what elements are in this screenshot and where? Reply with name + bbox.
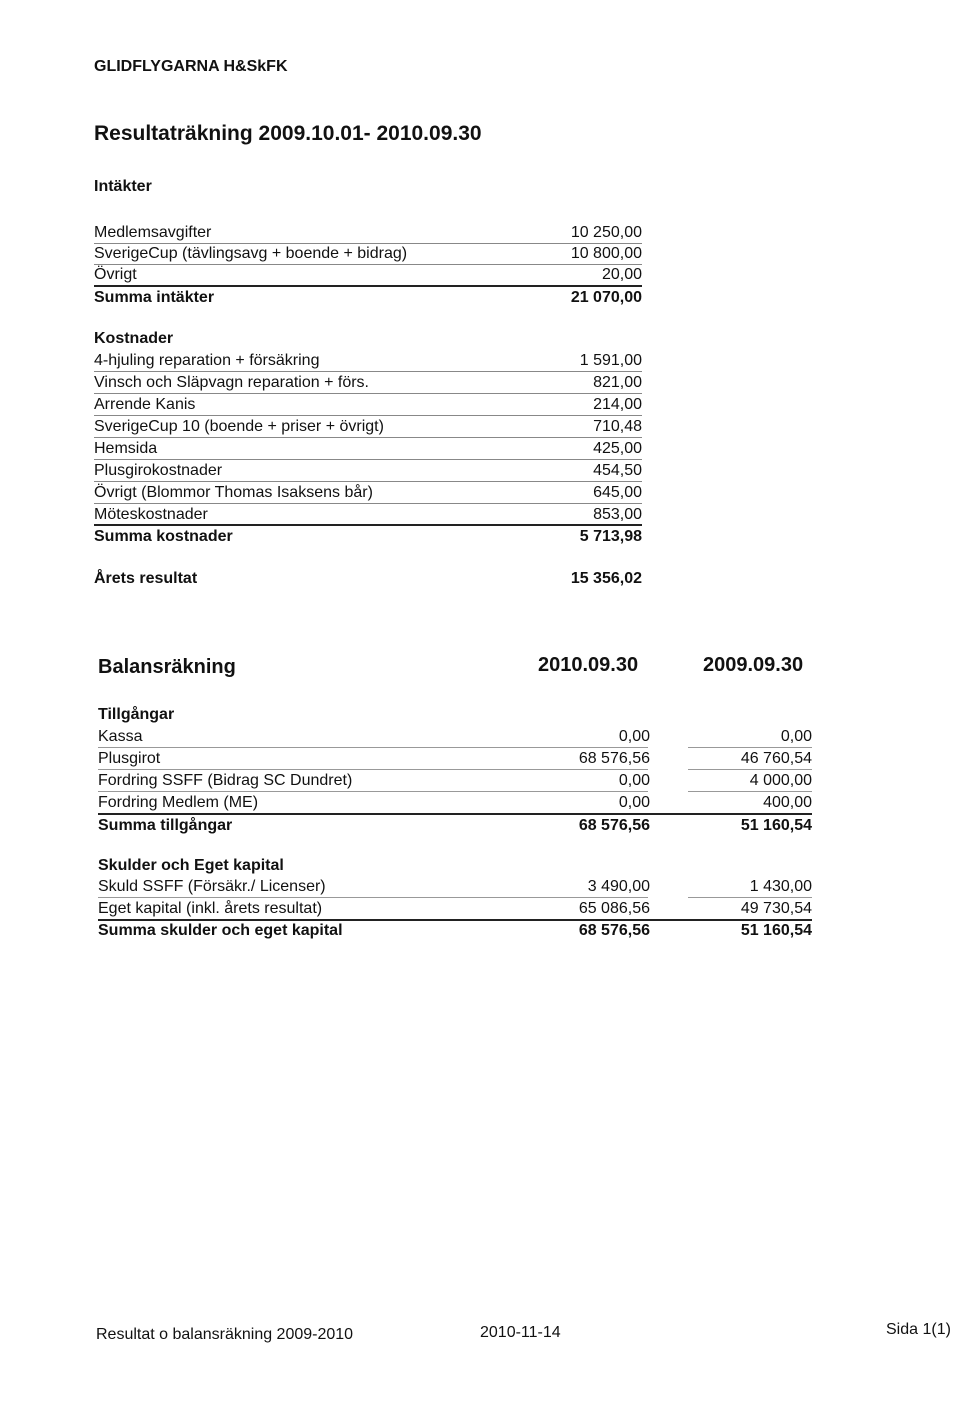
year-result-row <box>94 568 642 589</box>
income-total-row <box>94 287 642 308</box>
page-title: Resultaträkning 2009.10.01- 2010.09.30 <box>94 122 482 145</box>
footer-document-name: Resultat o balansräkning 2009-2010 <box>96 1326 354 1343</box>
balance-heading: Balansräkning <box>98 656 236 678</box>
costs-total-row <box>94 526 642 547</box>
income-row-label: SverigeCup (tävlingsavg + boende + bidrag) <box>94 245 408 262</box>
income-heading: Intäkter <box>94 178 152 195</box>
asset-row-value-2009: 400,00 <box>763 794 812 811</box>
year-result-value: 15 356,02 <box>570 570 642 587</box>
cost-row-value: 1 591,00 <box>579 352 642 369</box>
asset-row-value-2009: 0,00 <box>780 728 812 745</box>
cost-row-label: SverigeCup 10 (boende + priser + övrigt) <box>94 418 384 435</box>
income-row <box>94 243 642 265</box>
cost-row-value: 454,50 <box>593 462 642 479</box>
costs-total-label: Summa kostnader <box>94 528 233 545</box>
cost-row-label: Övrigt (Blommor Thomas Isaksens bår) <box>94 484 373 501</box>
asset-row <box>98 726 812 747</box>
asset-row-label: Fordring SSFF (Bidrag SC Dundret) <box>98 772 353 789</box>
costs-heading: Kostnader <box>94 330 174 347</box>
footer-date: 2010-11-14 <box>480 1324 561 1341</box>
income-row-value: 10 250,00 <box>570 224 642 241</box>
cost-row <box>94 504 642 525</box>
balance-col-2010: 2010.09.30 <box>538 654 639 676</box>
organization-name: GLIDFLYGARNA H&SkFK <box>94 58 288 75</box>
income-row-label: Övrigt <box>94 266 137 283</box>
liability-row-label: Eget kapital (inkl. årets resultat) <box>98 900 323 917</box>
cost-row-label: 4-hjuling reparation + försäkring <box>94 352 320 369</box>
liabilities-total-label: Summa skulder och eget kapital <box>98 922 343 939</box>
cost-row <box>94 372 642 394</box>
cost-row-label: Arrende Kanis <box>94 396 196 413</box>
cost-row-label: Plusgirokostnader <box>94 462 223 479</box>
cost-row-value: 645,00 <box>593 484 642 501</box>
cost-row <box>94 394 642 416</box>
cost-row <box>94 416 642 438</box>
cost-row <box>94 350 642 372</box>
cost-row-label: Hemsida <box>94 440 158 457</box>
liabilities-total-value-2009: 51 160,54 <box>740 922 812 939</box>
asset-row-label: Kassa <box>98 728 143 745</box>
liability-row-label: Skuld SSFF (Försäkr./ Licenser) <box>98 878 326 895</box>
assets-total-label: Summa tillgångar <box>98 817 233 834</box>
cost-row-value: 710,48 <box>593 418 642 435</box>
cost-row-value: 214,00 <box>593 396 642 413</box>
year-result-label: Årets resultat <box>94 570 198 587</box>
income-row <box>94 222 642 244</box>
liability-row-value-2009: 1 430,00 <box>749 878 812 895</box>
asset-row <box>98 748 812 769</box>
income-row-value: 20,00 <box>601 266 642 283</box>
assets-total-row <box>98 815 812 836</box>
asset-row-value-2010: 0,00 <box>618 772 650 789</box>
liability-row-value-2009: 49 730,54 <box>740 900 812 917</box>
income-row-label: Medlemsavgifter <box>94 224 212 241</box>
balance-col-2009: 2009.09.30 <box>703 654 804 676</box>
assets-total-value-2009: 51 160,54 <box>740 817 812 834</box>
liability-row-value-2010: 3 490,00 <box>587 878 650 895</box>
asset-row-value-2010: 0,00 <box>618 728 650 745</box>
cost-row-value: 821,00 <box>593 374 642 391</box>
liability-row <box>98 898 812 919</box>
liabilities-total-row <box>98 920 812 941</box>
asset-row-value-2010: 0,00 <box>618 794 650 811</box>
liability-row-value-2010: 65 086,56 <box>578 900 650 917</box>
liability-row <box>98 876 812 897</box>
income-row <box>94 264 642 285</box>
cost-row <box>94 438 642 460</box>
cost-row-label: Möteskostnader <box>94 506 208 523</box>
cost-row-value: 853,00 <box>593 506 642 523</box>
asset-row-label: Plusgirot <box>98 750 161 767</box>
assets-total-value-2010: 68 576,56 <box>578 817 650 834</box>
income-row-value: 10 800,00 <box>570 245 642 262</box>
asset-row-value-2009: 4 000,00 <box>749 772 812 789</box>
cost-row <box>94 482 642 504</box>
asset-row-value-2009: 46 760,54 <box>740 750 812 767</box>
asset-row <box>98 792 812 813</box>
income-total-label: Summa intäkter <box>94 289 215 306</box>
cost-row-label: Vinsch och Släpvagn reparation + förs. <box>94 374 369 391</box>
asset-row <box>98 770 812 791</box>
liabilities-heading: Skulder och Eget kapital <box>98 857 284 874</box>
cost-row <box>94 460 642 482</box>
cost-row-value: 425,00 <box>593 440 642 457</box>
liabilities-total-value-2010: 68 576,56 <box>578 922 650 939</box>
asset-row-label: Fordring Medlem (ME) <box>98 794 259 811</box>
asset-row-value-2010: 68 576,56 <box>578 750 650 767</box>
income-total-value: 21 070,00 <box>570 289 642 306</box>
footer-page-number: Sida 1(1) <box>886 1321 951 1338</box>
costs-total-value: 5 713,98 <box>579 528 642 545</box>
assets-heading: Tillgångar <box>98 706 175 723</box>
